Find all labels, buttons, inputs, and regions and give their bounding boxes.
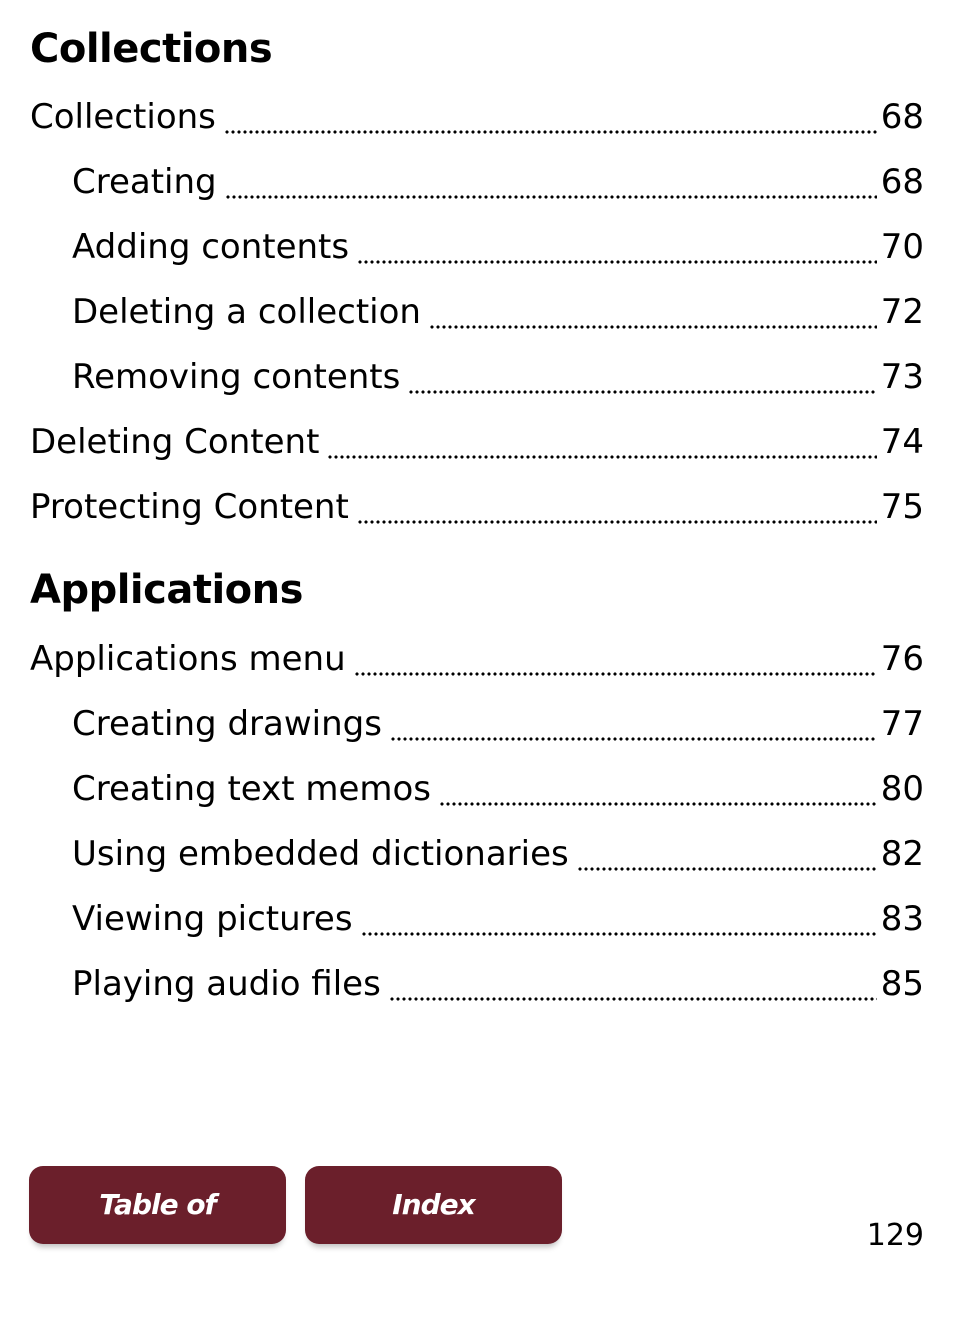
entry-label: Collections: [30, 97, 216, 137]
dot-leader: [577, 865, 877, 873]
toc-entry-removing-contents[interactable]: [30, 345, 924, 410]
toc-entry-protecting-content[interactable]: [30, 475, 924, 540]
toc-entry-applications-menu[interactable]: [30, 627, 924, 692]
entry-page-number: 80: [880, 769, 924, 809]
entry-label: Protecting Content: [30, 487, 349, 527]
entry-label: Adding contents: [72, 227, 350, 267]
dot-leader: [439, 800, 877, 808]
dot-leader: [429, 323, 877, 331]
entry-page-number: 70: [880, 227, 924, 267]
dot-leader: [390, 735, 877, 743]
dot-leader: [357, 258, 877, 266]
dot-leader: [357, 518, 877, 526]
toc-entry-deleting-a-collection[interactable]: [30, 280, 924, 345]
entry-page-number: 77: [880, 704, 924, 744]
dot-leader: [224, 128, 877, 136]
toc-entry-creating[interactable]: [30, 150, 924, 215]
section-title: Collections: [30, 26, 273, 72]
toc-entry-deleting-content[interactable]: [30, 410, 924, 475]
toc-entry-adding-contents[interactable]: [30, 215, 924, 280]
entry-page-number: 75: [880, 487, 924, 527]
entry-page-number: 72: [880, 292, 924, 332]
entry-label: Creating drawings: [72, 704, 382, 744]
collections-section: [30, 22, 924, 540]
toc-entry-collections[interactable]: [30, 85, 924, 150]
dot-leader: [225, 193, 877, 201]
dot-leader: [354, 670, 877, 678]
entry-label: Viewing pictures: [72, 899, 353, 939]
entry-page-number: 85: [880, 964, 924, 1004]
dot-leader: [408, 388, 876, 396]
page-number: 129: [866, 1218, 924, 1253]
toc-entry-playing-audio-files[interactable]: [30, 952, 924, 1017]
toc-entry-viewing-pictures[interactable]: [30, 887, 924, 952]
entry-label: Removing contents: [72, 357, 401, 397]
entry-page-number: 76: [880, 639, 924, 679]
toc-entry-using-embedded-dictionaries[interactable]: [30, 822, 924, 887]
entry-label: Applications menu: [30, 639, 346, 679]
entry-page-number: 73: [880, 357, 924, 397]
table-of-contents-button[interactable]: Table of Contents: [29, 1166, 286, 1244]
index-button[interactable]: Index: [305, 1166, 562, 1244]
entry-page-number: 82: [880, 834, 924, 874]
section-title: Applications: [30, 567, 303, 613]
entry-page-number: 83: [880, 899, 924, 939]
toc-entry-creating-drawings[interactable]: [30, 692, 924, 757]
applications-section: [30, 563, 924, 1017]
entry-label: Creating: [72, 162, 217, 202]
dot-leader: [327, 453, 876, 461]
toc-entry-creating-text-memos[interactable]: [30, 757, 924, 822]
entry-page-number: 68: [880, 162, 924, 202]
entry-label: Creating text memos: [72, 769, 432, 809]
entry-label: Deleting Content: [30, 422, 320, 462]
dot-leader: [389, 995, 877, 1003]
dot-leader: [361, 930, 877, 938]
entry-page-number: 68: [880, 97, 924, 137]
entry-label: Playing audio files: [72, 964, 381, 1004]
entry-page-number: 74: [880, 422, 924, 462]
collections-entry-list: [30, 85, 924, 540]
entry-label: Using embedded dictionaries: [72, 834, 569, 874]
entry-label: Deleting a collection: [72, 292, 421, 332]
applications-entry-list: [30, 627, 924, 1017]
